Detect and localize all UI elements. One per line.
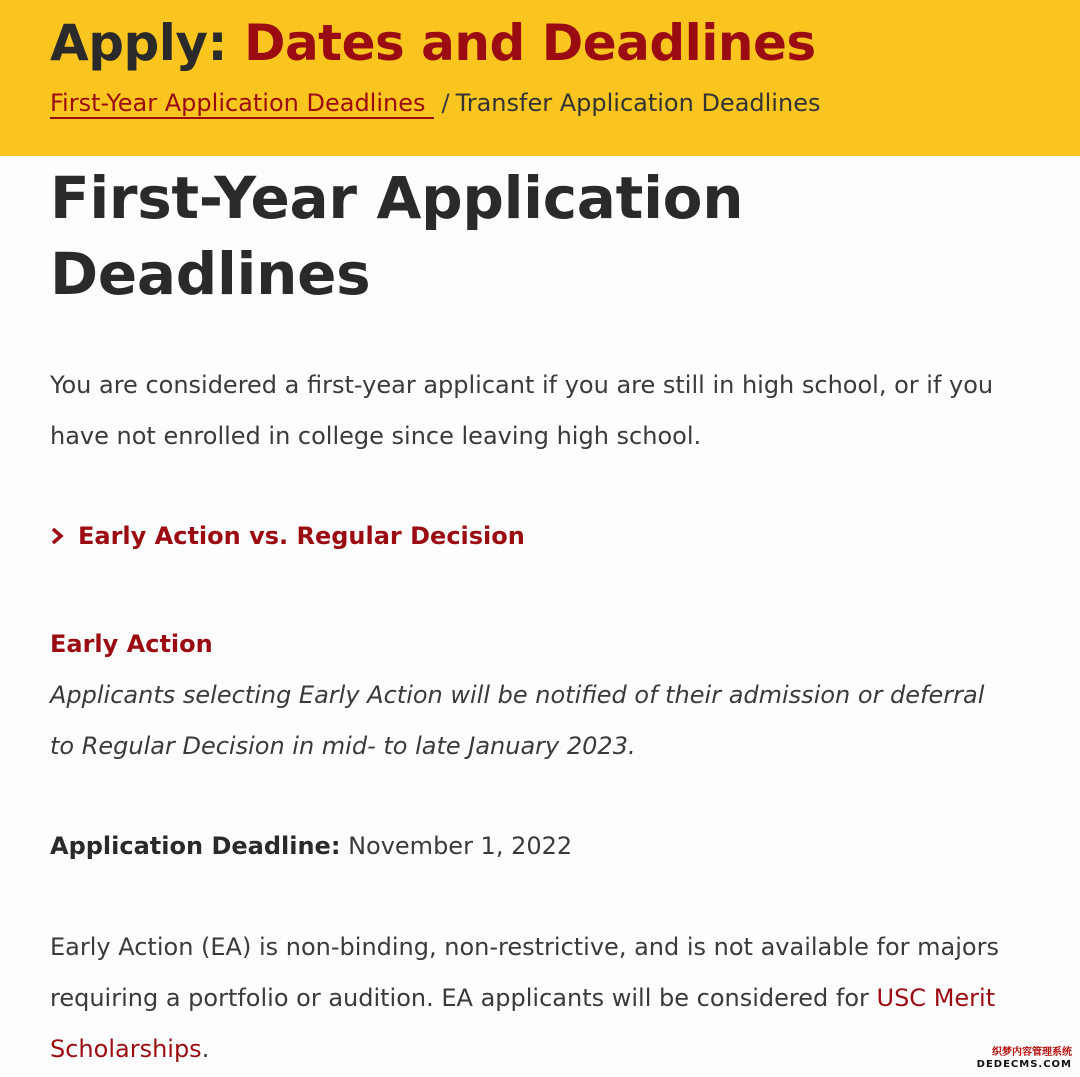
header-title-accent: Dates and Deadlines xyxy=(243,14,816,72)
page-title: First-Year Application Deadlines xyxy=(50,164,744,308)
breadcrumb-first-year-link[interactable]: First-Year Application Deadlines xyxy=(50,89,434,119)
chevron-right-icon xyxy=(50,518,68,558)
early-action-vs-regular-toggle[interactable] xyxy=(50,516,525,558)
breadcrumb xyxy=(50,86,820,120)
breadcrumb-transfer-link[interactable]: Transfer Application Deadlines xyxy=(455,89,821,117)
header-title-prefix: Apply: xyxy=(50,14,228,72)
deadline-value: November 1, 2022 xyxy=(348,832,573,860)
ea-note-end: . xyxy=(201,1035,210,1063)
breadcrumb-separator: / xyxy=(441,89,450,117)
watermark xyxy=(977,1047,1072,1071)
watermark-line1: 织梦内容管理系统 xyxy=(992,1047,1072,1058)
intro-text: You are considered a first-year applicant if you are still in high school, or if you have not enrolled in college since leaving high school. xyxy=(50,371,994,450)
watermark-line2: DEDECMS.COM xyxy=(976,1059,1072,1070)
toggle-label: Early Action vs. Regular Decision xyxy=(78,522,525,550)
usc-merit-scholarships-link[interactable]: USC Merit Scholarships xyxy=(50,984,996,1063)
page-header xyxy=(0,0,1080,156)
header-title xyxy=(50,10,816,76)
early-action-note xyxy=(50,922,1010,1075)
deadline-label: Application Deadline: xyxy=(50,832,341,860)
ea-note-text: Early Action (EA) is non-binding, non-restrictive, and is not available for majors requiring a portfolio or audition. EA applicants will be considered for xyxy=(50,933,999,1012)
early-action-description: Applicants selecting Early Action will be notified of their admission or deferral to Regular Decision in mid- to late January 2023. xyxy=(50,681,985,760)
early-action-heading: Early Action xyxy=(50,630,213,658)
application-deadline xyxy=(50,826,572,866)
